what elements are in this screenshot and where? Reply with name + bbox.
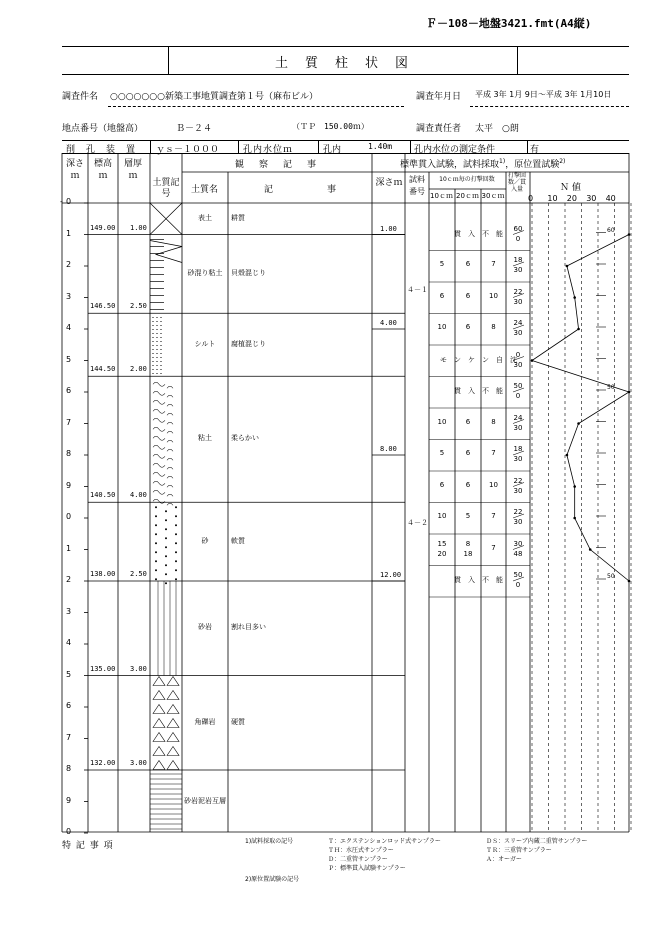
depth-marker-value: 12.00 — [380, 571, 402, 579]
depth-tick-label: 7 — [66, 732, 72, 742]
spt-total-bot: 48 — [513, 549, 523, 558]
soil-name: 砂岩泥岩互層 — [184, 796, 226, 805]
layer-elevation: 140.50 — [90, 491, 116, 500]
depth-tick-label: 3 — [66, 606, 72, 616]
spt-b10: 10 — [437, 323, 447, 331]
col-soil-symbol: 土質記号 — [152, 178, 180, 199]
spt-b20: 5 — [465, 512, 471, 520]
spt-text: モ ン ケ ン 自 沈 — [440, 355, 517, 364]
spt-total-top: 18 — [513, 445, 523, 453]
layer-thickness: 1.00 — [130, 223, 147, 232]
sample-number: ４－２ — [407, 519, 428, 527]
water-cond-label: 孔内水位の測定条件 — [414, 145, 496, 155]
spt-text: 貫 入 不 能 — [454, 576, 503, 584]
depth-tick-label: 8 — [66, 764, 72, 773]
depth-origin-dash: - — [60, 197, 63, 206]
engineer-value: 太平 ○朗 — [475, 124, 519, 134]
col-depth-scale: 深さｍ — [65, 159, 84, 181]
depth-tick-label: 2 — [66, 575, 72, 584]
remarks-label: 特 記 事 項 — [62, 841, 114, 851]
depth-tick-label: 2 — [66, 260, 72, 269]
layer-elevation: 149.00 — [90, 223, 116, 232]
soil-remark: 貝殻混じり — [231, 268, 266, 277]
soil-remark: 腐植混じり — [231, 339, 266, 348]
spt-b10: 5 — [439, 449, 445, 457]
depth-tick-label: 3 — [66, 291, 72, 301]
spt-total-bot: 0 — [515, 581, 521, 589]
soil-hatch-tri — [153, 677, 179, 770]
tp-value: （ＴＰ 150.00ｍ） — [292, 122, 369, 131]
n-value-point — [566, 265, 569, 268]
legend-tr: ＴＲ：三重管サンプラー — [486, 847, 552, 854]
spt-total-bot: 30 — [513, 329, 523, 337]
depth-tick-label: 0 — [66, 512, 72, 521]
soil-name: 表土 — [198, 213, 212, 222]
spt-total-bot: 30 — [513, 423, 523, 432]
water-level-label: 孔内水位ｍ — [243, 145, 294, 155]
spt-b20: 6 — [465, 291, 471, 300]
spt-total-top: 24 — [513, 413, 523, 422]
spt-total-bot: 30 — [513, 518, 523, 526]
spt-total-bot: 30 — [513, 266, 523, 274]
n-value-point — [566, 454, 569, 457]
spt-b30: 7 — [491, 449, 496, 457]
spt-total-bot: 30 — [513, 455, 523, 463]
spt-b10: 5 — [439, 260, 445, 268]
legend-th: ＴＨ：水圧式サンプラー — [328, 847, 394, 854]
col-sample-no: 試料番号 — [409, 175, 425, 196]
layer-thickness: 2.50 — [130, 302, 147, 311]
col-total: 打撃回数／貫入量 — [507, 172, 526, 193]
spt-b10: 10 — [437, 417, 447, 426]
spt-b20: 6 — [465, 417, 471, 426]
n-axis-tick: 30 — [586, 194, 597, 203]
spt-b30: 7 — [491, 543, 496, 552]
n-value-mark: 60 — [607, 226, 615, 234]
soil-name: 角礫岩 — [194, 717, 216, 726]
page-title: 土 質 柱 状 図 — [274, 56, 410, 71]
col-observation: 観 察 記 事 — [234, 160, 319, 170]
project-value: ○○○○○○○新築工事地質調査第１号（麻布ビル） — [110, 92, 318, 102]
insitu-label: ，原位置試験 — [505, 160, 560, 170]
depth-tick-label: 9 — [66, 795, 72, 805]
soil-name: シルト — [194, 339, 216, 348]
soil-hatch-dots — [152, 317, 162, 373]
soil-name: 砂混り粘土 — [187, 268, 223, 277]
n-value-mark: 50 — [607, 384, 615, 391]
spt-b30: 8 — [491, 323, 496, 331]
spt-b30: 7 — [491, 512, 496, 520]
sample-number: ４－１ — [407, 285, 428, 294]
spt-b20: 6 — [465, 260, 471, 268]
spt-total-top: 50 — [513, 382, 523, 390]
footnote-1: 1)試料採取の記号 — [245, 838, 294, 845]
depth-tick-label: 9 — [66, 480, 72, 490]
n-value-point — [589, 548, 592, 551]
depth-tick-label: 1 — [66, 543, 72, 553]
n-value-point — [573, 517, 576, 520]
soil-name: 粘土 — [198, 434, 212, 443]
spt-b20: 6 — [465, 449, 471, 457]
water-cond-value: 有 — [530, 145, 540, 155]
spt-b20: 8 — [465, 539, 471, 548]
layer-thickness: 3.00 — [130, 759, 147, 767]
soil-hatch-dots2 — [155, 506, 177, 584]
spt-b30: 10 — [489, 291, 498, 300]
depth-tick-label: 5 — [66, 669, 72, 679]
insitu-sup: 2) — [559, 158, 566, 165]
spt-total-bot: 0 — [515, 392, 521, 400]
file-label: Ｆ－108－地盤3421.fmt(A4縦) — [426, 17, 592, 30]
col-b20: 20ｃｍ — [456, 192, 479, 200]
layer-thickness: 3.00 — [130, 664, 147, 673]
depth-marker-value: 1.00 — [380, 224, 397, 233]
soil-remark: 耕質 — [231, 213, 245, 222]
n-value-point — [577, 422, 580, 425]
spt-total-bot: 30 — [513, 360, 523, 369]
depth-tick-label: 0 — [66, 197, 72, 206]
depth-tick-label: 0 — [66, 827, 72, 836]
n-value-point — [573, 485, 576, 488]
n-value-point — [628, 391, 631, 394]
depth-marker-value: 8.00 — [380, 445, 397, 453]
col-soil-name: 土質名 — [190, 185, 218, 195]
soil-remark: 硬質 — [231, 717, 245, 726]
engineer-label: 調査責任者 — [416, 124, 462, 134]
depth-tick-label: 4 — [66, 323, 72, 332]
spt-total-top: 22 — [513, 476, 523, 485]
depth-tick-label: 6 — [66, 386, 72, 395]
layer-elevation: 146.50 — [90, 302, 116, 311]
spt-group-label: 標準貫入試験，試料採取 — [400, 160, 500, 170]
layer-elevation: 144.50 — [90, 365, 116, 374]
legend-t: Ｔ：エクステンションロッド式サンプラー — [328, 838, 441, 845]
legend-d: Ｄ：二重管サンプラー — [328, 856, 388, 863]
layer-elevation: 138.00 — [90, 570, 116, 578]
n-axis-tick: 0 — [528, 194, 534, 203]
soil-hatch-wave — [153, 382, 173, 505]
spt-text: 貫 入 不 能 — [454, 387, 503, 395]
spt-b10: 6 — [439, 480, 445, 489]
layer-thickness: 2.50 — [130, 570, 147, 578]
depth-tick-label: 7 — [66, 417, 72, 427]
depth-marker-value: 4.00 — [380, 319, 397, 327]
n-value-point — [628, 233, 631, 236]
spt-total-top: 22 — [513, 287, 523, 296]
spt-b10: 6 — [439, 291, 445, 300]
water-level-value: 1.40m — [368, 142, 393, 151]
point-label: 地点番号（地盤高） — [62, 124, 144, 134]
spt-b10: 10 — [437, 512, 447, 520]
date-label: 調査年月日 — [416, 92, 462, 102]
legend-a: Ａ：オーガー — [486, 856, 522, 863]
col-thickness: 層厚ｍ — [123, 159, 142, 181]
spt-b30: 8 — [491, 417, 496, 426]
equipment-label: 削 孔 装 置 — [66, 145, 137, 155]
project-label: 調査件名 — [62, 92, 99, 102]
date-value: 平成 3年 1月 9日～平成 3年 1月10日 — [475, 90, 612, 99]
depth-tick-label: 1 — [66, 228, 72, 238]
spt-total-top: 60 — [513, 224, 523, 233]
col-elevation: 標高ｍ — [93, 159, 112, 181]
water-level-label2: 孔内 — [323, 145, 342, 155]
soil-hatch-x — [150, 203, 182, 235]
depth-tick-label: 5 — [66, 354, 72, 364]
depth-tick-label: 8 — [66, 449, 72, 458]
spt-sup: 1) — [499, 158, 506, 165]
n-axis-tick: 40 — [605, 194, 616, 203]
spt-b20: 6 — [465, 323, 471, 331]
n-axis-tick: 10 — [547, 194, 558, 203]
soil-remark: 柔らかい — [231, 434, 259, 443]
col-b10: 10ｃｍ — [430, 192, 453, 200]
n-value-mark: 50 — [607, 573, 615, 580]
equipment-value: ｙｓ－１０００ — [156, 145, 220, 155]
col-n-value: Ｎ 値 — [560, 183, 581, 193]
layer-elevation: 132.00 — [90, 759, 116, 767]
spt-b10: 20 — [437, 549, 447, 558]
legend-p: Ｐ：標準貫入試験サンプラー — [328, 865, 406, 872]
soil-hatch-dash — [150, 240, 182, 310]
spt-total-top: 50 — [513, 571, 523, 579]
point-value: Ｂ－２４ — [176, 124, 213, 134]
spt-total-bot: 0 — [515, 234, 521, 243]
spt-total-top: 30 — [513, 539, 523, 548]
n-value-point — [573, 296, 576, 299]
soil-remark: 割れ目多い — [231, 623, 266, 632]
spt-total-top: 0 — [515, 350, 521, 359]
soil-remark: 軟質 — [231, 536, 245, 545]
soil-hatch-vert — [158, 581, 176, 676]
layer-elevation: 135.00 — [90, 664, 116, 673]
spt-text: 貫 入 不 能 — [454, 229, 503, 238]
col-b30: 30ｃｍ — [481, 192, 505, 200]
spt-b20: 6 — [465, 480, 471, 489]
spt-b30: 7 — [491, 260, 496, 268]
n-value-point — [531, 359, 534, 362]
soil-name: 砂岩 — [198, 623, 212, 632]
col-depth: 深さｍ — [375, 178, 403, 188]
legend-ds: ＤＳ：スリーブ内蔵二重管サンプラー — [486, 838, 588, 845]
spt-b30: 10 — [489, 480, 498, 489]
col-blows-header: 10ｃｍ毎の打撃回数 — [439, 176, 495, 183]
layer-thickness: 2.00 — [130, 365, 147, 374]
depth-tick-label: 4 — [66, 638, 72, 647]
soil-hatch-brick — [150, 774, 182, 829]
footnote-2: 2)原位置試験の記号 — [245, 876, 300, 883]
depth-tick-label: 6 — [66, 701, 72, 710]
soil-name: 砂 — [201, 536, 209, 545]
spt-b10: 15 — [437, 539, 447, 548]
n-value-point — [628, 580, 631, 583]
col-remarks: 記 事 — [263, 185, 336, 195]
spt-total-top: 18 — [513, 256, 523, 264]
n-axis-tick: 20 — [566, 194, 577, 203]
spt-b20: 18 — [463, 549, 473, 558]
layer-thickness: 4.00 — [130, 491, 147, 500]
spt-total-bot: 30 — [513, 297, 523, 306]
spt-total-bot: 30 — [513, 486, 523, 495]
spt-total-top: 22 — [513, 508, 523, 516]
spt-total-top: 24 — [513, 319, 523, 327]
n-value-point — [577, 328, 580, 331]
